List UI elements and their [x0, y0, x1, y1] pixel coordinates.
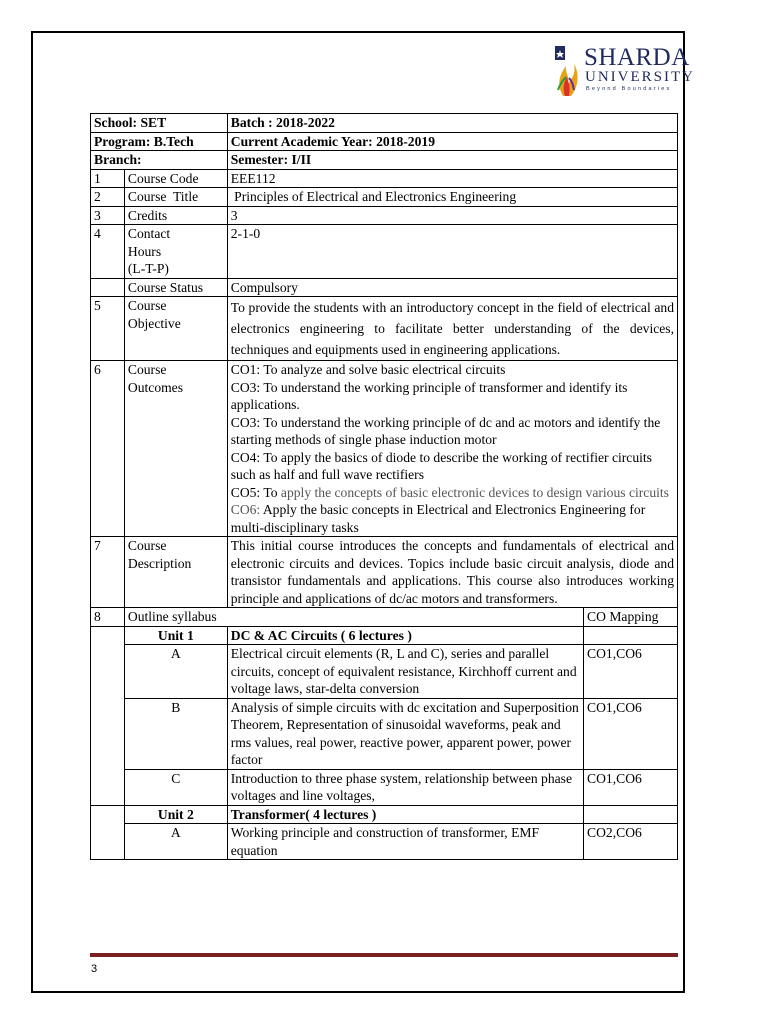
row-label — [124, 537, 227, 608]
outcome-co6 — [231, 501, 674, 536]
co-mapping-header: CO Mapping — [584, 608, 678, 627]
table-row — [91, 114, 678, 133]
topic-letter: A — [124, 824, 227, 860]
unit-label: Unit 1 — [124, 626, 227, 645]
row-label: Course Code — [124, 169, 227, 188]
course-description-value: This initial course introduces the concepts and fundamentals of electrical and electronic circuits and devices. Topics include basic circuit analysis, diode and transistor fundamentals and applications. This course also introduces working principle and applications of dc/ac motors and transformers. — [227, 537, 677, 608]
outcome-prefix: CO5: To — [230, 484, 281, 500]
outcome-prefix: CO6: — [230, 502, 263, 517]
course-outcomes-value — [227, 361, 677, 537]
table-row — [91, 361, 678, 537]
table-row — [91, 608, 678, 627]
table-row — [91, 824, 678, 860]
table-row — [91, 626, 678, 645]
row-number: 7 — [91, 537, 125, 608]
program-cell: Program: B.Tech — [91, 132, 228, 151]
table-row — [91, 537, 678, 608]
label-line: Outcomes — [127, 379, 184, 395]
row-number — [91, 278, 125, 297]
label-line: Course — [127, 298, 167, 313]
batch-cell: Batch : 2018-2022 — [227, 114, 677, 133]
row-number: 1 — [91, 169, 125, 188]
course-title-value: Principles of Electrical and Electronics Engineering — [227, 188, 677, 207]
co-cell — [584, 805, 678, 824]
row-number: 8 — [91, 608, 125, 627]
co-cell — [584, 626, 678, 645]
table-row — [91, 206, 678, 225]
row-label: Credits — [124, 206, 227, 225]
credits-value: 3 — [227, 206, 677, 225]
label-line: Course — [127, 362, 167, 377]
table-row — [91, 225, 678, 279]
flame-emblem-icon — [554, 44, 580, 96]
blank-cell — [91, 626, 125, 805]
outcome-co3: CO3: To understand the working principle of dc and ac motors and identify the starting methods of single phase induction motor — [230, 414, 661, 447]
outcome-co5 — [231, 484, 674, 502]
row-label — [124, 225, 227, 279]
semester-cell: Semester: I/II — [227, 151, 677, 170]
co-cell: CO2,CO6 — [584, 824, 678, 860]
topic-letter: C — [124, 769, 227, 805]
outcome-text: Apply the basic concepts in Electrical and Electronics Engineering for multi-disciplinary tasks — [230, 502, 646, 535]
table-row — [91, 698, 678, 769]
label-line: Description — [127, 555, 192, 571]
outcome-co2: CO3: To understand the working principle of transformer and identify its applications. — [230, 379, 628, 412]
school-cell: School: SET — [91, 114, 228, 133]
logo-tagline: Beyond Boundaries — [586, 86, 672, 92]
row-number: 3 — [91, 206, 125, 225]
label-line: Objective — [127, 315, 181, 331]
course-code-value: EEE112 — [227, 169, 677, 188]
row-number: 2 — [91, 188, 125, 207]
outcome-co1: CO1: To analyze and solve basic electrical circuits — [230, 362, 506, 377]
unit-title: DC & AC Circuits ( 6 lectures ) — [227, 626, 583, 645]
course-table — [90, 113, 678, 860]
label-line: Hours — [127, 243, 162, 259]
unit-title: Transformer( 4 lectures ) — [227, 805, 583, 824]
table-row — [91, 169, 678, 188]
outcome-co4: CO4: To apply the basics of diode to describe the working of rectifier circuits such as half and full wave rectifiers — [230, 449, 652, 482]
contact-hours-value: 2-1-0 — [227, 225, 677, 279]
topic-letter: A — [124, 645, 227, 699]
row-number: 5 — [91, 297, 125, 361]
label-line: Course — [127, 538, 167, 553]
row-number: 4 — [91, 225, 125, 279]
row-label: Course Title — [124, 188, 227, 207]
logo-university: UNIVERSITY — [585, 69, 695, 85]
row-label: Course Status — [124, 278, 227, 297]
topic-letter: B — [124, 698, 227, 769]
table-row — [91, 645, 678, 699]
footer-divider — [90, 953, 678, 957]
table-row — [91, 151, 678, 170]
course-status-value: Compulsory — [227, 278, 677, 297]
table-row — [91, 132, 678, 151]
row-number: 6 — [91, 361, 125, 537]
topic-text: Introduction to three phase system, relationship between phase voltages and line voltages, — [227, 769, 583, 805]
row-label — [124, 297, 227, 361]
topic-text: Analysis of simple circuits with dc excitation and Superposition Theorem, Representation of sinusoidal waveforms, peak and rms values, real power, reactive power, apparent power, power factor — [227, 698, 583, 769]
blank-cell — [91, 805, 125, 860]
course-objective-value: To provide the students with an introductory concept in the field of electrical and electronics engineering to facilitate better understanding of the devices, techniques and equipments used in engineering applications. — [227, 297, 677, 361]
topic-text: Working principle and construction of transformer, EMF equation — [227, 824, 583, 860]
table-row — [91, 188, 678, 207]
table-row — [91, 278, 678, 297]
page-number: 3 — [91, 963, 98, 975]
logo-name: SHARDA — [584, 44, 690, 71]
table-row — [91, 297, 678, 361]
co-cell: CO1,CO6 — [584, 769, 678, 805]
branch-cell: Branch: — [91, 151, 228, 170]
table-row — [91, 805, 678, 824]
row-label — [124, 361, 227, 537]
academic-year-cell: Current Academic Year: 2018-2019 — [227, 132, 677, 151]
label-line: Contact — [127, 226, 171, 241]
university-logo — [554, 44, 695, 96]
co-cell: CO1,CO6 — [584, 698, 678, 769]
outcome-text: apply the concepts of basic electronic devices to design various circuits — [280, 484, 669, 500]
topic-text: Electrical circuit elements (R, L and C), series and parallel circuits, concept of equivalent resistance, Kirchhoff current and voltage laws, star-delta conversion — [227, 645, 583, 699]
outline-syllabus-label: Outline syllabus — [124, 608, 583, 627]
table-row — [91, 769, 678, 805]
co-cell: CO1,CO6 — [584, 645, 678, 699]
label-line: (L-T-P) — [127, 261, 169, 276]
unit-label: Unit 2 — [124, 805, 227, 824]
